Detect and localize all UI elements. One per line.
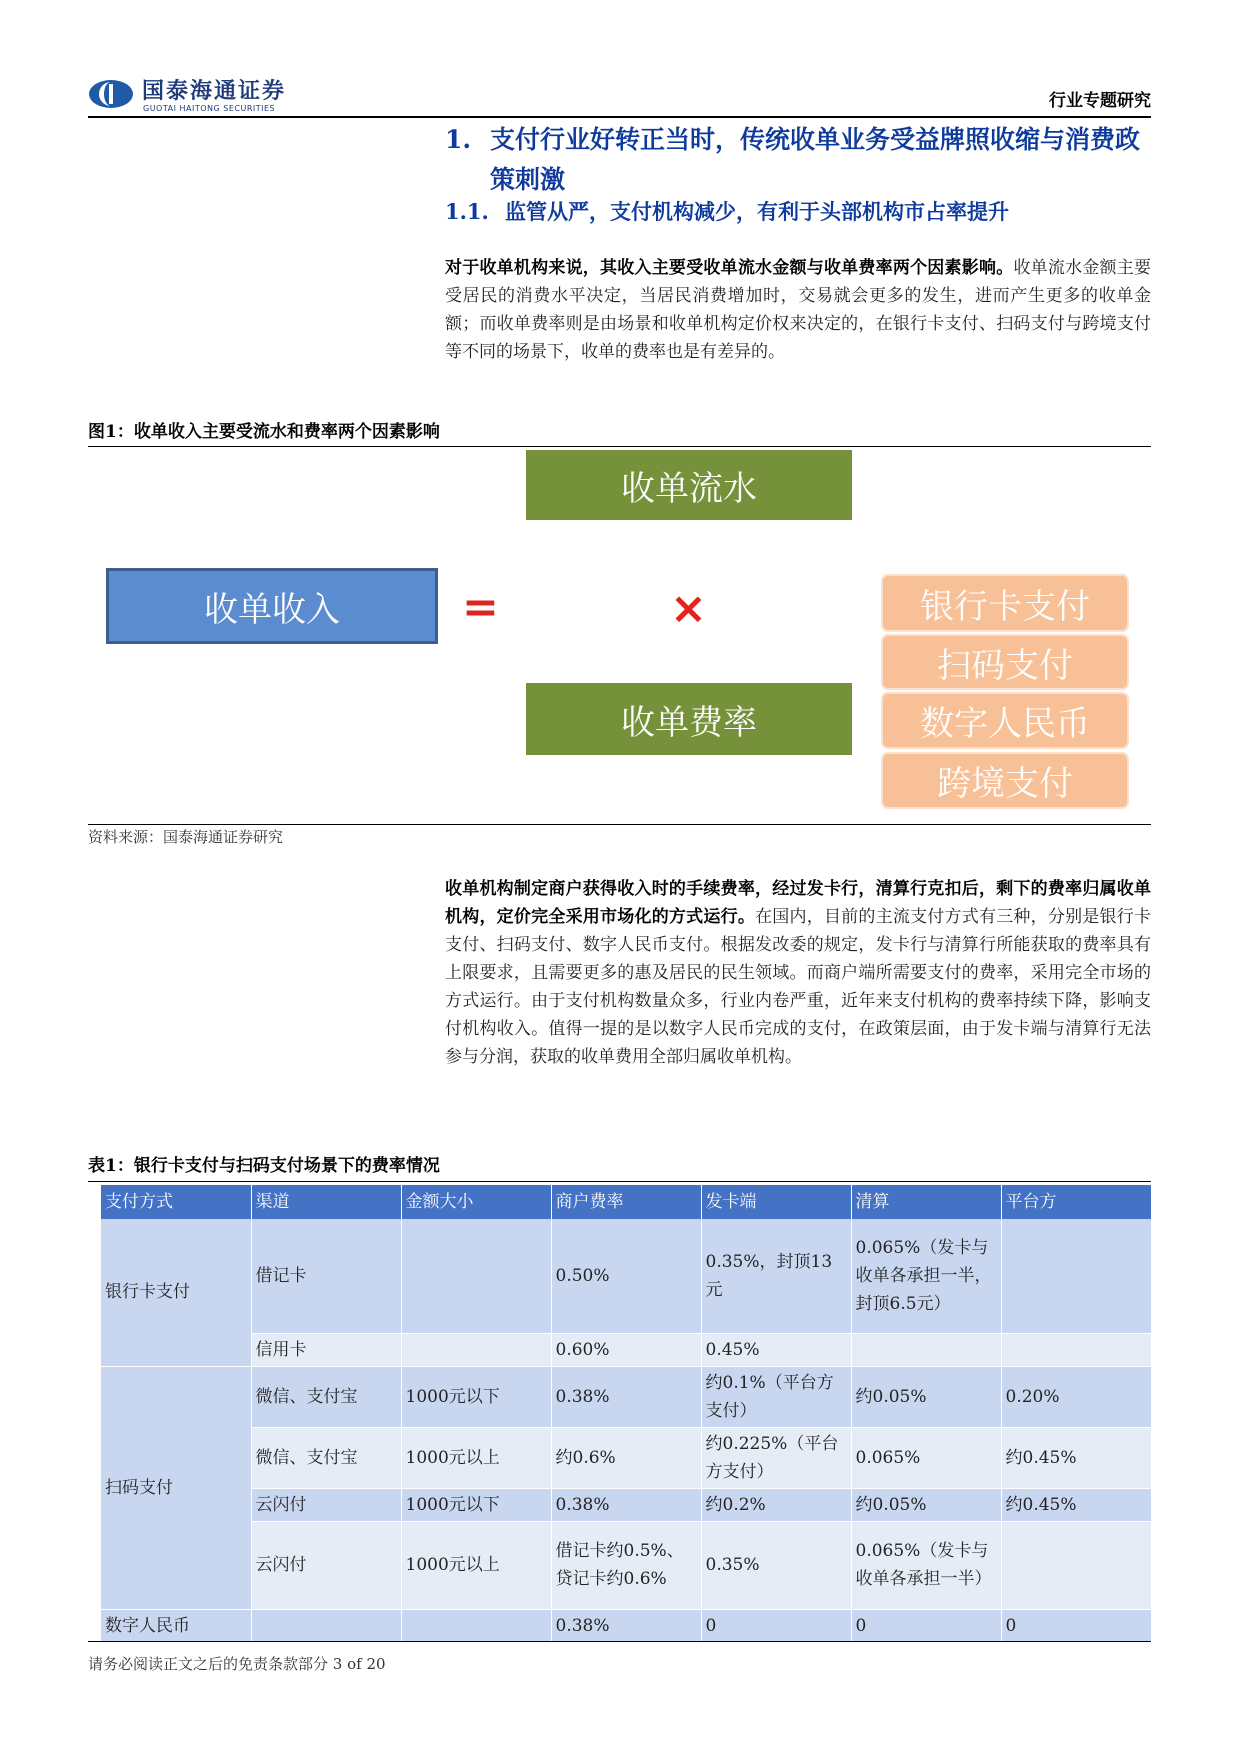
table-cell: 约0.05% [851,1488,1001,1521]
table-bottom-rule [88,1641,1151,1642]
table-cell [401,1333,551,1366]
group-cell: 数字人民币 [101,1609,251,1642]
table-cell: 0 [851,1609,1001,1642]
paragraph-1-body: 收单流水金额主要受居民的消费水平决定，当居民消费增加时，交易就会更多的发生，进而产生更多的收单金额；而收单费率则是由场景和收单机构定价权来决定的，在银行卡支付、扫码支付与跨境支付等不同的场景下，收单的费率也是有差异的。 [445,258,1152,362]
table-cell [401,1219,551,1333]
scenario-label: 数字人民币 [920,704,1090,744]
figure-bottom-rule [88,824,1151,825]
table-row [101,1488,1151,1521]
subsection-title: 监管从严，支付机构减少，有利于头部机构市占率提升 [505,199,1009,224]
table-cell: 0.50% [551,1219,701,1333]
section-heading [445,120,1155,200]
table-cell: 微信、支付宝 [251,1427,401,1488]
paragraph-1-lead: 对于收单机构来说，其收入主要受收单流水金额与收单费率两个因素影响。 [445,258,1014,278]
company-logo-english: GUOTAI HAITONG SECURITIES [143,104,276,113]
table-cell: 约0.05% [851,1366,1001,1427]
paragraph-2-body: 在国内，目前的主流支付方式有三种，分别是银行卡支付、扫码支付、数字人民币支付。根据发改委的规定，发卡行与清算行所能获取的费率具有上限要求，且需要更多的惠及居民的民生领域。而商户端所需要支付的费率，采用完全市场的方式运行。由于支付机构数量众多，行业内卷严重，近年来支付机构的费率持续下降，影响支付机构收入。值得一提的是以数字人民币完成的支付，在政策层面，由于发卡端与清算行无法参与分润，获取的收单费用全部归属收单机构。 [445,907,1152,1067]
table-cell: 0.065%（发卡与收单各承担一半） [851,1521,1001,1609]
table-cell: 0.45% [701,1333,851,1366]
flow-label: 收单流水 [621,468,757,509]
table-cell [1001,1333,1151,1366]
fee-rate-table [101,1185,1152,1643]
column-header: 金额大小 [401,1185,551,1219]
table-header-row [101,1185,1151,1219]
revenue-label: 收单收入 [204,589,340,630]
scenario-box [881,692,1129,749]
scenario-label: 跨境支付 [937,764,1073,804]
table-cell: 0.35%，封顶13元 [701,1219,851,1333]
table-row [101,1219,1151,1333]
paragraph-2-lead: 收单机构制定商户获得收入时的手续费率，经过发卡行，清算行克扣后，剩下的费率归属收单机构，定价完全采用市场化的方式运行。 [445,879,1151,927]
paragraph-1 [445,254,1151,366]
table-cell: 约0.225%（平台方支付） [701,1427,851,1488]
table-cell: 0.38% [551,1609,701,1642]
table-top-rule [88,1181,1151,1182]
page-footer [88,1653,386,1675]
scenario-box [881,752,1129,809]
column-header: 渠道 [251,1185,401,1219]
table-cell: 约0.6% [551,1427,701,1488]
group-cell: 银行卡支付 [101,1219,251,1366]
report-type: 行业专题研究 [1049,91,1151,111]
logo-icon [88,79,134,109]
subsection-heading [445,198,1009,226]
table-cell: 1000元以上 [401,1427,551,1488]
table-caption: 表1：银行卡支付与扫码支付场景下的费率情况 [88,1156,440,1176]
table-cell [851,1333,1001,1366]
header-divider [88,116,1151,118]
table-cell: 约0.1%（平台方支付） [701,1366,851,1427]
group-cell: 扫码支付 [101,1366,251,1609]
scenario-label: 扫码支付 [937,645,1073,686]
table-row [101,1366,1151,1427]
table-cell: 0.60% [551,1333,701,1366]
table-cell: 1000元以上 [401,1521,551,1609]
table-cell [251,1609,401,1642]
table-row [101,1521,1151,1609]
revenue-box [106,568,438,644]
table-cell: 0 [701,1609,851,1642]
table-cell: 信用卡 [251,1333,401,1366]
table-cell: 0.065% [851,1427,1001,1488]
table-cell: 云闪付 [251,1521,401,1609]
scenario-box [881,574,1129,632]
table-row [101,1427,1151,1488]
table-cell: 借记卡 [251,1219,401,1333]
column-header: 商户费率 [551,1185,701,1219]
disclaimer-text: 请务必阅读正文之后的免责条款部分 [88,1655,329,1673]
table-cell: 约0.45% [1001,1488,1151,1521]
figure-top-rule [88,446,1151,447]
column-header: 发卡端 [701,1185,851,1219]
rate-box [526,683,852,755]
table-cell: 0.065%（发卡与收单各承担一半，封顶6.5元） [851,1219,1001,1333]
table-row [101,1333,1151,1366]
paragraph-2 [445,875,1151,1071]
flow-box [526,450,852,520]
figure-caption: 图1：收单收入主要受流水和费率两个因素影响 [88,422,440,442]
table-cell: 0 [1001,1609,1151,1642]
equals-operator: = [462,582,499,633]
table-cell: 0.38% [551,1488,701,1521]
table-cell [401,1609,551,1642]
section-number: 1. [445,125,472,154]
scenario-box [881,634,1129,690]
table-cell: 约0.45% [1001,1427,1151,1488]
subsection-number: 1.1. [445,199,489,224]
page-number: 3 of 20 [332,1655,386,1673]
table-cell: 0.35% [701,1521,851,1609]
times-operator: × [670,583,707,634]
table-cell: 0.20% [1001,1366,1151,1427]
table-cell [1001,1521,1151,1609]
table-cell: 约0.2% [701,1488,851,1521]
scenario-label: 银行卡支付 [920,586,1090,627]
table-cell: 0.38% [551,1366,701,1427]
column-header: 清算 [851,1185,1001,1219]
rate-label: 收单费率 [621,702,757,743]
column-header: 平台方 [1001,1185,1151,1219]
company-logo-text: 国泰海通证券 [142,79,287,104]
table-cell: 借记卡约0.5%、贷记卡约0.6% [551,1521,701,1609]
table-cell: 1000元以下 [401,1366,551,1427]
table-cell: 微信、支付宝 [251,1366,401,1427]
table-row [101,1609,1151,1642]
table-cell: 云闪付 [251,1488,401,1521]
figure-source: 资料来源：国泰海通证券研究 [88,828,284,846]
section-title: 支付行业好转正当时，传统收单业务受益牌照收缩与消费政策刺激 [490,125,1141,194]
table-cell: 1000元以下 [401,1488,551,1521]
table-cell [1001,1219,1151,1333]
column-header: 支付方式 [101,1185,251,1219]
